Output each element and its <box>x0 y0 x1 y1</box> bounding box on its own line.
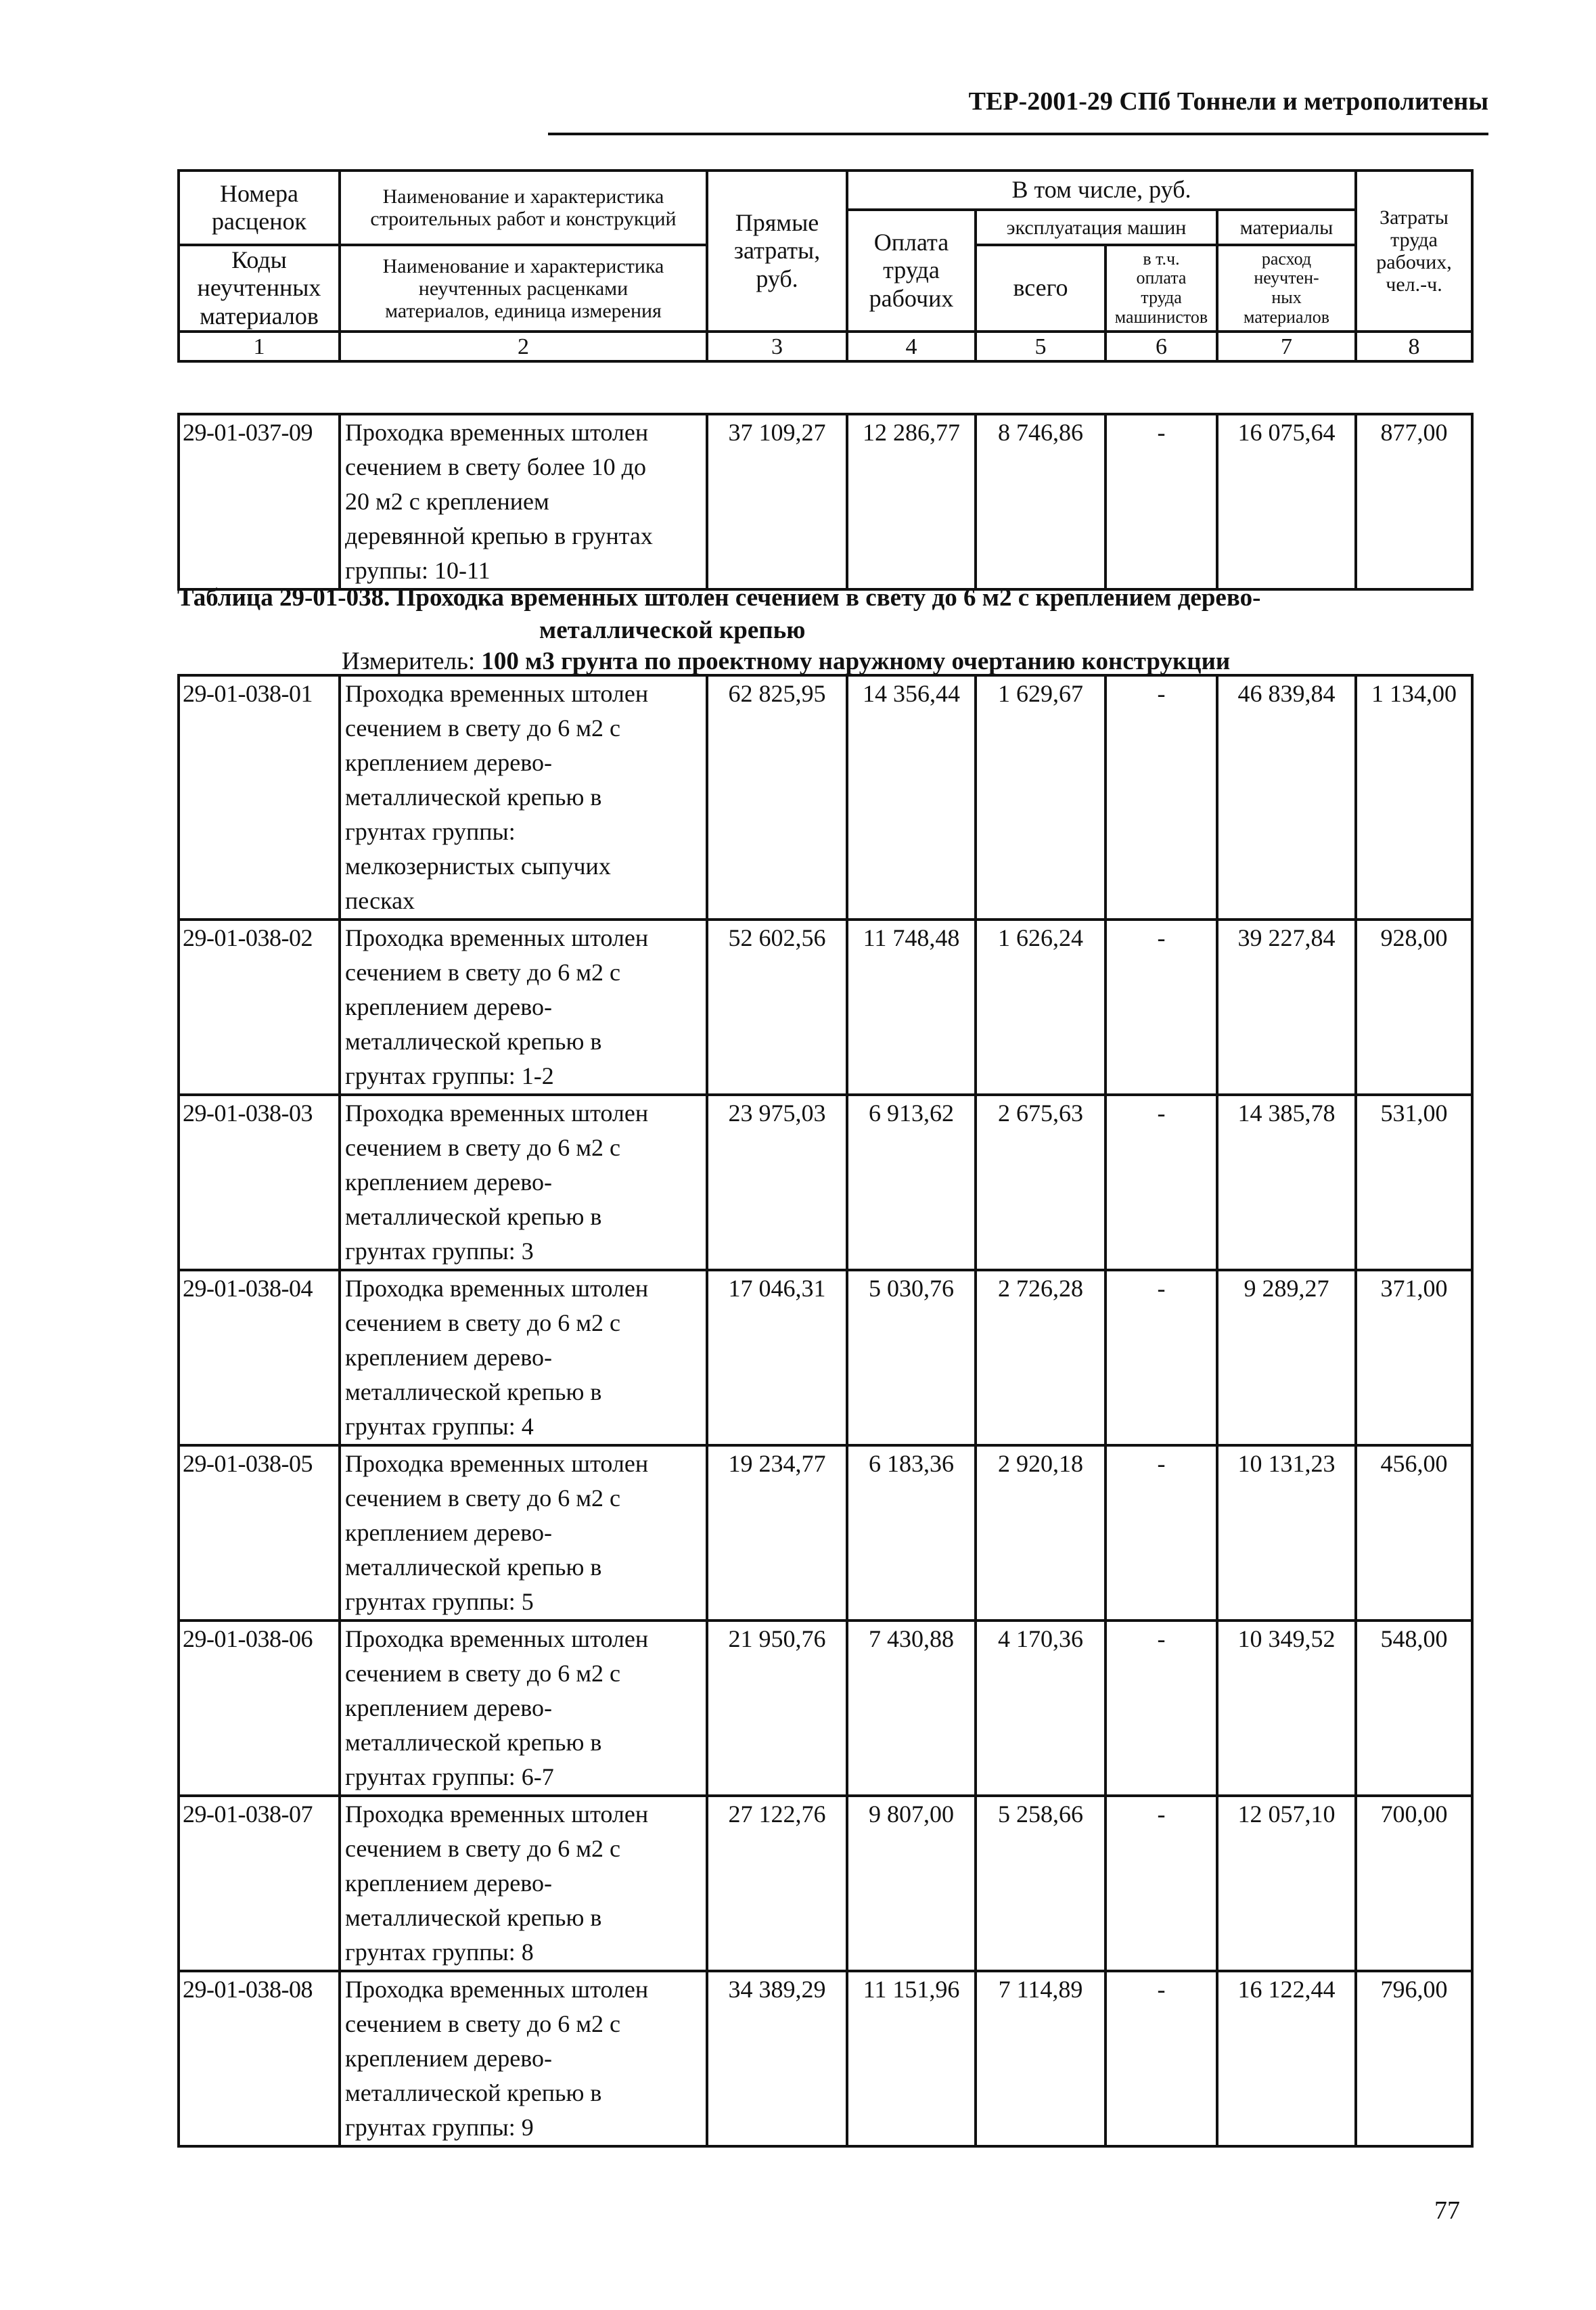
column-number: 8 <box>1356 332 1472 361</box>
materials-consumption-cell: 16 075,64 <box>1217 414 1356 589</box>
work-name-line: грунтах группы: 1-2 <box>345 1062 554 1089</box>
table-037-body <box>177 413 1474 591</box>
work-name-line: сечением в свету до 6 м2 с <box>345 1660 620 1687</box>
rate-code-cell: 29-01-038-03 <box>179 1095 340 1270</box>
work-name-line: металлической крепью в <box>345 784 602 811</box>
machines-total-cell: 7 114,89 <box>976 1971 1105 2146</box>
header-unaccounted-consumption: расход неучтен- ных материалов <box>1217 245 1356 332</box>
direct-costs-cell: 37 109,27 <box>707 414 847 589</box>
work-name-line: креплением дерево- <box>345 1344 552 1371</box>
machines-total-cell: 1 626,24 <box>976 920 1105 1095</box>
work-name-line: сечением в свету до 6 м2 с <box>345 1835 620 1862</box>
work-name-line: сечением в свету до 6 м2 с <box>345 1134 620 1161</box>
work-name-line: грунтах группы: 3 <box>345 1238 534 1265</box>
column-number: 3 <box>707 332 847 361</box>
work-name-line: креплением дерево- <box>345 749 552 776</box>
work-name-line: металлической крепью в <box>345 1378 602 1405</box>
worker-wages-cell: 12 286,77 <box>847 414 976 589</box>
machines-total-cell: 2 920,18 <box>976 1445 1105 1621</box>
table-row <box>179 920 1472 1095</box>
machinist-wages-cell: - <box>1105 414 1217 589</box>
direct-costs-cell: 17 046,31 <box>707 1270 847 1445</box>
header-machines-total: всего <box>976 245 1105 332</box>
work-name-cell <box>340 1971 707 2146</box>
work-name-line: сечением в свету до 6 м2 с <box>345 715 620 742</box>
machines-total-cell: 2 675,63 <box>976 1095 1105 1270</box>
machinist-wages-cell: - <box>1105 1445 1217 1621</box>
rate-code-cell: 29-01-038-01 <box>179 675 340 920</box>
worker-wages-cell: 14 356,44 <box>847 675 976 920</box>
machines-total-cell: 1 629,67 <box>976 675 1105 920</box>
rate-code-cell: 29-01-037-09 <box>179 414 340 589</box>
table-038-measure <box>342 646 1230 678</box>
work-name-line: сечением в свету до 6 м2 с <box>345 1309 620 1336</box>
page-number: 77 <box>1434 2196 1460 2225</box>
machinist-wages-cell: - <box>1105 1095 1217 1270</box>
table-row <box>179 1095 1472 1270</box>
table-row <box>179 1445 1472 1621</box>
labor-hours-cell: 531,00 <box>1356 1095 1472 1270</box>
work-name-line: металлической крепью в <box>345 2079 602 2106</box>
work-name-line: металлической крепью в <box>345 1554 602 1581</box>
rate-code-cell: 29-01-038-05 <box>179 1445 340 1621</box>
work-name-line: Проходка временных штолен <box>345 924 649 951</box>
direct-costs-cell: 52 602,56 <box>707 920 847 1095</box>
table-row <box>179 1796 1472 1971</box>
machines-total-cell: 4 170,36 <box>976 1621 1105 1796</box>
materials-consumption-cell: 10 131,23 <box>1217 1445 1356 1621</box>
work-name-line: песках <box>345 887 415 914</box>
machinist-wages-cell: - <box>1105 1621 1217 1796</box>
direct-costs-cell: 21 950,76 <box>707 1621 847 1796</box>
header-rate-numbers: Номера расценок <box>179 171 340 245</box>
rate-code-cell: 29-01-038-04 <box>179 1270 340 1445</box>
machines-total-cell: 8 746,86 <box>976 414 1105 589</box>
rate-code-cell: 29-01-038-02 <box>179 920 340 1095</box>
worker-wages-cell: 7 430,88 <box>847 1621 976 1796</box>
table-row <box>179 414 1472 589</box>
rate-code-cell: 29-01-038-06 <box>179 1621 340 1796</box>
work-name-cell <box>340 1445 707 1621</box>
work-name-line: грунтах группы: 9 <box>345 2114 534 2141</box>
worker-wages-cell: 11 151,96 <box>847 1971 976 2146</box>
work-name-line: креплением дерево- <box>345 2045 552 2072</box>
work-name-line: Проходка временных штолен <box>345 1100 649 1127</box>
worker-wages-cell: 9 807,00 <box>847 1796 976 1971</box>
header-machine-operation: эксплуатация машин <box>976 210 1217 245</box>
column-number: 4 <box>847 332 976 361</box>
machinist-wages-cell: - <box>1105 1971 1217 2146</box>
materials-consumption-cell: 12 057,10 <box>1217 1796 1356 1971</box>
work-name-line: сечением в свету до 6 м2 с <box>345 2010 620 2037</box>
document-header-title: ТЕР-2001-29 СПб Тоннели и метрополитены <box>968 87 1488 116</box>
direct-costs-cell: 19 234,77 <box>707 1445 847 1621</box>
table-038-caption-line2: металлической крепью <box>539 616 806 644</box>
work-name-line: креплением дерево- <box>345 1519 552 1546</box>
header-materials: материалы <box>1217 210 1356 245</box>
direct-costs-cell: 27 122,76 <box>707 1796 847 1971</box>
work-name-line: Проходка временных штолен <box>345 680 649 707</box>
work-name-line: металлической крепью в <box>345 1028 602 1055</box>
header-machinist-wages: в т.ч. оплата труда машинистов <box>1105 245 1217 332</box>
work-name-line: грунтах группы: 6-7 <box>345 1763 554 1790</box>
header-unaccounted-materials: Наименование и характеристика неучтенных расценками материалов, единица измерения <box>340 245 707 332</box>
work-name-cell <box>340 1270 707 1445</box>
machinist-wages-cell: - <box>1105 675 1217 920</box>
table-row <box>179 1971 1472 2146</box>
work-name-line: Проходка временных штолен <box>345 1801 649 1828</box>
direct-costs-cell: 34 389,29 <box>707 1971 847 2146</box>
column-header-table <box>177 169 1474 363</box>
measure-value: 100 м3 грунта по проектному наружному очертанию конструкции <box>481 648 1231 675</box>
labor-hours-cell: 548,00 <box>1356 1621 1472 1796</box>
work-name-line: Проходка временных штолен <box>345 1450 649 1477</box>
materials-consumption-cell: 10 349,52 <box>1217 1621 1356 1796</box>
work-name-line: Проходка временных штолен <box>345 1976 649 2003</box>
machines-total-cell: 2 726,28 <box>976 1270 1105 1445</box>
work-name-cell <box>340 1621 707 1796</box>
work-name-cell <box>340 414 707 589</box>
labor-hours-cell: 1 134,00 <box>1356 675 1472 920</box>
work-name-line: Проходка временных штолен <box>345 419 649 446</box>
work-name-line: металлической крепью в <box>345 1203 602 1230</box>
machinist-wages-cell: - <box>1105 1270 1217 1445</box>
work-name-line: группы: 10-11 <box>345 557 491 584</box>
work-name-line: грунтах группы: 5 <box>345 1588 534 1615</box>
direct-costs-cell: 62 825,95 <box>707 675 847 920</box>
work-name-line: грунтах группы: 4 <box>345 1413 534 1440</box>
table-038-caption <box>177 582 1471 647</box>
worker-wages-cell: 6 183,36 <box>847 1445 976 1621</box>
header-including-group: В том числе, руб. <box>847 171 1356 210</box>
column-number: 5 <box>976 332 1105 361</box>
work-name-line: креплением дерево- <box>345 1169 552 1196</box>
work-name-line: креплением дерево- <box>345 1870 552 1897</box>
work-name-line: Проходка временных штолен <box>345 1275 649 1302</box>
work-name-line: сечением в свету до 6 м2 с <box>345 959 620 986</box>
materials-consumption-cell: 16 122,44 <box>1217 1971 1356 2146</box>
materials-consumption-cell: 46 839,84 <box>1217 675 1356 920</box>
work-name-line: металлической крепью в <box>345 1904 602 1931</box>
column-number: 2 <box>340 332 707 361</box>
table-row <box>179 675 1472 920</box>
work-name-line: деревянной крепью в грунтах <box>345 522 653 549</box>
worker-wages-cell: 11 748,48 <box>847 920 976 1095</box>
table-038-caption-line1: Таблица 29-01-038. Проходка временных штолен сечением в свету до 6 м2 с креплением дерево- <box>177 584 1261 612</box>
header-worker-wages: Оплата труда рабочих <box>847 210 976 332</box>
labor-hours-cell: 877,00 <box>1356 414 1472 589</box>
header-work-name: Наименование и характеристика строительных работ и конструкций <box>340 171 707 245</box>
materials-consumption-cell: 14 385,78 <box>1217 1095 1356 1270</box>
rate-code-cell: 29-01-038-08 <box>179 1971 340 2146</box>
work-name-cell <box>340 675 707 920</box>
table-038-body <box>177 674 1474 2148</box>
machines-total-cell: 5 258,66 <box>976 1796 1105 1971</box>
work-name-line: сечением в свету до 6 м2 с <box>345 1485 620 1512</box>
materials-consumption-cell: 39 227,84 <box>1217 920 1356 1095</box>
work-name-line: креплением дерево- <box>345 1694 552 1721</box>
work-name-line: металлической крепью в <box>345 1729 602 1756</box>
labor-hours-cell: 928,00 <box>1356 920 1472 1095</box>
work-name-line: креплением дерево- <box>345 993 552 1020</box>
work-name-cell <box>340 1796 707 1971</box>
work-name-line: грунтах группы: 8 <box>345 1939 534 1966</box>
work-name-cell <box>340 1095 707 1270</box>
labor-hours-cell: 700,00 <box>1356 1796 1472 1971</box>
rate-code-cell: 29-01-038-07 <box>179 1796 340 1971</box>
machinist-wages-cell: - <box>1105 1796 1217 1971</box>
work-name-line: мелкозернистых сыпучих <box>345 853 611 880</box>
work-name-line: 20 м2 с креплением <box>345 488 549 515</box>
work-name-cell <box>340 920 707 1095</box>
work-name-line: грунтах группы: <box>345 818 516 845</box>
header-direct-costs: Прямые затраты, руб. <box>707 171 847 332</box>
labor-hours-cell: 371,00 <box>1356 1270 1472 1445</box>
work-name-line: сечением в свету более 10 до <box>345 453 646 480</box>
header-rule <box>548 133 1488 135</box>
table-row <box>179 1621 1472 1796</box>
materials-consumption-cell: 9 289,27 <box>1217 1270 1356 1445</box>
header-labor-hours: Затраты труда рабочих, чел.-ч. <box>1356 171 1472 332</box>
column-number: 7 <box>1217 332 1356 361</box>
worker-wages-cell: 6 913,62 <box>847 1095 976 1270</box>
worker-wages-cell: 5 030,76 <box>847 1270 976 1445</box>
column-number: 6 <box>1105 332 1217 361</box>
column-number: 1 <box>179 332 340 361</box>
measure-label: Измеритель: <box>342 648 482 675</box>
work-name-line: Проходка временных штолен <box>345 1625 649 1652</box>
machinist-wages-cell: - <box>1105 920 1217 1095</box>
labor-hours-cell: 456,00 <box>1356 1445 1472 1621</box>
direct-costs-cell: 23 975,03 <box>707 1095 847 1270</box>
header-unaccounted-codes: Коды неучтенных материалов <box>179 245 340 332</box>
labor-hours-cell: 796,00 <box>1356 1971 1472 2146</box>
table-row <box>179 1270 1472 1445</box>
